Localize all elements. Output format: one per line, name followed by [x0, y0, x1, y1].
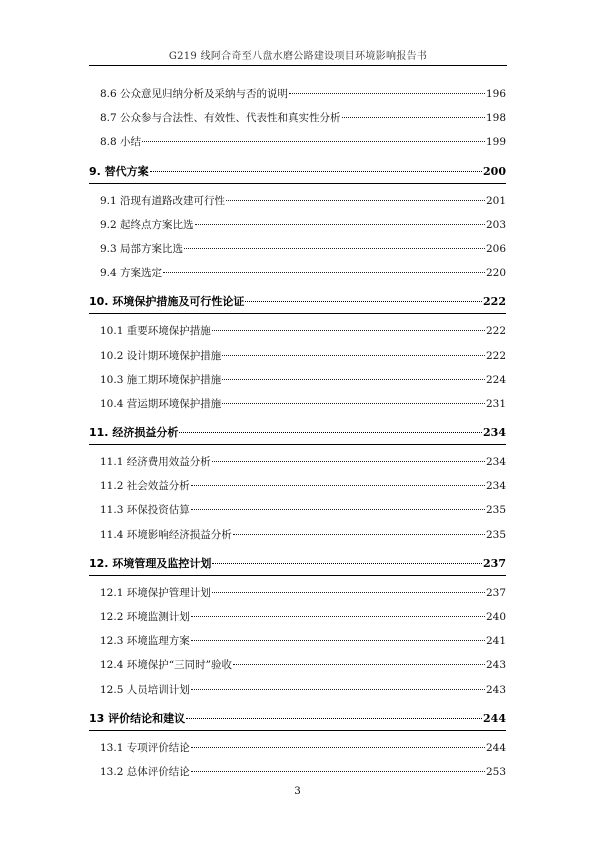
dot-leader [212, 592, 485, 593]
toc-section-entry[interactable] [89, 237, 506, 261]
toc-entry-page: 237 [485, 586, 506, 599]
toc-entry-page: 206 [485, 242, 506, 255]
toc-entry-label: 12.2 环境监测计划 [100, 611, 190, 623]
toc-entry-label: 13 评价结论和建议 [89, 711, 186, 725]
toc-entry-page: 237 [483, 556, 506, 570]
toc-section-entry[interactable] [89, 736, 506, 760]
toc-entry-label: 9. 替代方案 [89, 164, 149, 178]
toc-entry-label: 10.1 重要环境保护措施 [100, 325, 211, 338]
dot-leader [212, 563, 482, 564]
dot-leader [191, 747, 485, 748]
toc-entry-page: 224 [485, 373, 506, 386]
toc-entry-label: 12.3 环境监理方案 [100, 635, 190, 648]
toc-entry-page: 235 [485, 504, 506, 517]
toc-entry-page: 222 [485, 325, 506, 338]
toc-entry-page: 240 [485, 611, 506, 623]
toc-section-entry[interactable] [89, 678, 506, 702]
toc-chapter-entry[interactable] [89, 708, 506, 730]
toc-entry-label: 9.2 起终点方案比选 [100, 218, 194, 231]
toc-entry-label: 9.4 方案选定 [100, 267, 163, 280]
toc-entry-page: 198 [485, 112, 506, 125]
toc-section-entry[interactable] [89, 653, 506, 677]
toc-section-entry[interactable] [89, 450, 506, 474]
toc-section-entry[interactable] [89, 581, 506, 605]
toc-entry-label: 12.1 环境保护管理计划 [100, 586, 211, 599]
toc-entry-page: 234 [483, 426, 506, 440]
toc-chapter-entry[interactable] [89, 161, 506, 183]
document-header-title: G219 线阿合奇至八盘水磨公路建设项目环境影响报告书 [168, 51, 428, 62]
toc-entry-page: 235 [485, 528, 506, 541]
toc-section-entry[interactable] [89, 130, 506, 154]
toc-chapter-entry[interactable] [89, 291, 506, 313]
toc-section-entry[interactable] [89, 760, 506, 784]
toc-entry-label: 11.3 环保投资估算 [100, 504, 190, 517]
toc-section-entry[interactable] [89, 605, 506, 629]
page-number: 3 [294, 786, 301, 797]
toc-entry-page: 199 [485, 136, 506, 149]
dot-leader [222, 379, 485, 380]
toc-entry-label: 13.2 总体评价结论 [100, 765, 190, 778]
toc-entry-page: 244 [483, 711, 506, 725]
toc-entry-page: 234 [485, 456, 506, 469]
dot-leader [191, 689, 485, 690]
dot-leader [191, 771, 485, 772]
dot-leader [186, 718, 482, 719]
toc-section-entry[interactable] [89, 498, 506, 522]
dot-leader [212, 461, 485, 462]
dot-leader [195, 224, 485, 225]
toc-entry-label: 10. 环境保护措施及可行性论证 [89, 295, 245, 309]
toc-entry-label: 11. 经济损益分析 [89, 426, 179, 440]
dot-leader [226, 200, 485, 201]
toc-entry-page: 243 [485, 659, 506, 672]
header-rule [89, 65, 507, 66]
toc-entry-page: 234 [485, 480, 506, 493]
toc-entry-label: 8.7 公众参与合法性、有效性、代表性和真实性分析 [100, 112, 341, 125]
toc-entry-label: 9.1 沿现有道路改建可行性 [100, 194, 226, 207]
toc-entry-label: 11.4 环境影响经济损益分析 [100, 528, 232, 541]
dot-leader [289, 93, 485, 94]
dot-leader [342, 117, 485, 118]
toc-entry-label: 11.1 经济费用效益分析 [100, 456, 211, 469]
table-of-contents [89, 82, 506, 784]
toc-entry-page: 243 [485, 683, 506, 696]
toc-entry-label: 10.3 施工期环境保护措施 [100, 373, 222, 386]
toc-entry-page: 241 [485, 635, 506, 648]
dot-leader [184, 248, 485, 249]
toc-section-entry[interactable] [89, 629, 506, 653]
toc-entry-label: 12.5 人员培训计划 [100, 683, 190, 696]
toc-section-entry[interactable] [89, 189, 506, 213]
dot-leader [233, 534, 485, 535]
toc-entry-label: 12. 环境管理及监控计划 [89, 556, 212, 570]
toc-section-entry[interactable] [89, 213, 506, 237]
toc-chapter-entry[interactable] [89, 422, 506, 444]
toc-entry-label: 10.2 设计期环境保护措施 [100, 349, 222, 362]
toc-entry-label: 13.1 专项评价结论 [100, 741, 190, 754]
toc-entry-label: 11.2 社会效益分析 [100, 480, 190, 493]
toc-chapter-entry[interactable] [89, 553, 506, 575]
dot-leader [179, 432, 482, 433]
toc-section-entry[interactable] [89, 344, 506, 368]
toc-entry-page: 222 [485, 349, 506, 362]
toc-entry-label: 10.4 营运期环境保护措施 [100, 397, 222, 410]
toc-entry-label: 9.3 局部方案比选 [100, 242, 184, 255]
dot-leader [163, 272, 485, 273]
toc-section-entry[interactable] [89, 392, 506, 416]
dot-leader [150, 171, 482, 172]
toc-section-entry[interactable] [89, 261, 506, 285]
toc-entry-label: 8.6 公众意见归纳分析及采纳与否的说明 [100, 88, 289, 100]
toc-entry-label: 8.8 小结 [100, 136, 142, 149]
toc-entry-page: 220 [485, 267, 506, 280]
toc-entry-page: 196 [485, 88, 506, 100]
toc-section-entry[interactable] [89, 368, 506, 392]
toc-entry-page: 231 [485, 397, 506, 410]
dot-leader [233, 664, 485, 665]
toc-entry-page: 222 [483, 295, 506, 309]
dot-leader [191, 509, 485, 510]
toc-entry-page: 200 [483, 164, 506, 178]
toc-section-entry[interactable] [89, 106, 506, 130]
toc-section-entry[interactable] [89, 474, 506, 498]
toc-entry-page: 244 [485, 741, 506, 754]
toc-section-entry[interactable] [89, 319, 506, 343]
dot-leader [191, 640, 485, 641]
toc-entry-page: 253 [485, 765, 506, 778]
toc-section-entry[interactable] [89, 523, 506, 547]
toc-entry-page: 201 [485, 194, 506, 207]
toc-entry-page: 203 [485, 218, 506, 231]
dot-leader [245, 301, 482, 302]
dot-leader [191, 485, 485, 486]
dot-leader [191, 616, 485, 617]
toc-entry-label: 12.4 环境保护“三同时”验收 [100, 659, 232, 672]
toc-section-entry[interactable] [89, 82, 506, 106]
dot-leader [212, 330, 485, 331]
dot-leader [222, 355, 485, 356]
dot-leader [142, 141, 485, 142]
dot-leader [222, 403, 485, 404]
